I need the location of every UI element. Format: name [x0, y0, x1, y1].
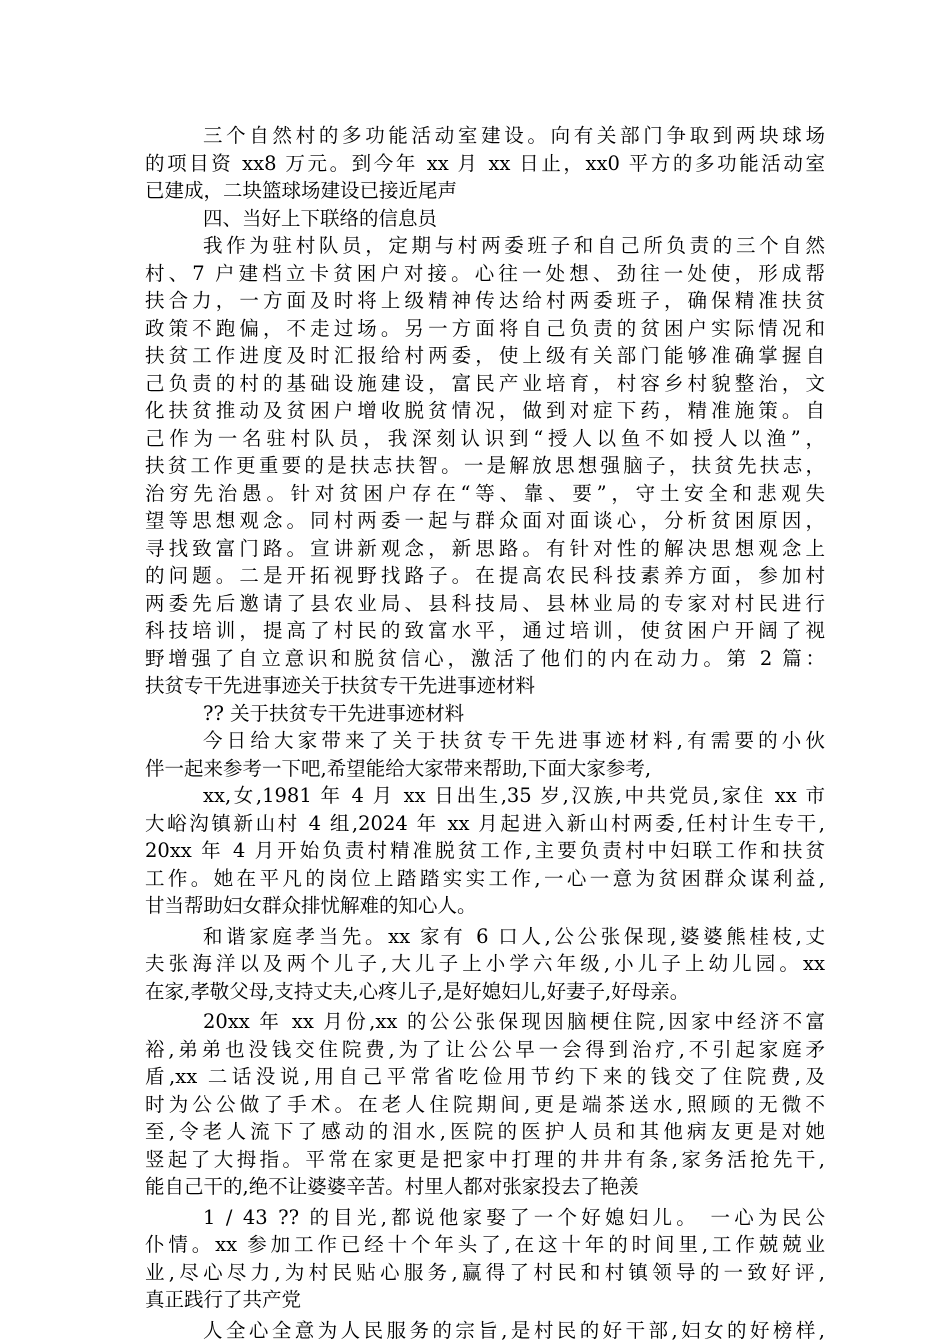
text-line: 三个自然村的多功能活动室建设。向有关部门争取到两块球场 — [203, 124, 825, 147]
text-line: 时为公公做了手术。在老人住院期间,更是端茶送水,照顾的无微不 — [145, 1092, 825, 1116]
text-line: 20xx 年 xx 月份,xx 的公公张保现因脑梗住院,因家中经济不富 — [203, 1010, 825, 1033]
text-line: 1 / 43 ?? 的目光,都说他家娶了一个好媳妇儿。 一心为民公 — [203, 1205, 825, 1229]
text-line: 野增强了自立意识和脱贫信心，激活了他们的内在动力。第 2 篇： — [145, 646, 825, 670]
text-line: 政策不跑偏，不走过场。另一方面将自己负责的贫困户实际情况和 — [145, 316, 825, 340]
text-line: 甘当帮助妇女群众排忧解难的知心人。 — [145, 894, 477, 917]
text-line: 己负责的村的基础设施建设，富民产业培育，村容乡村貌整治，文 — [145, 371, 825, 395]
text-line: 真正践行了共产党 — [145, 1288, 302, 1311]
text-line: 能自己干的,绝不让婆婆辛苦。村里人都对张家投去了艳羡 — [145, 1175, 639, 1198]
text-line: 化扶贫推动及贫困户增收脱贫情况，做到对症下药，精准施策。自 — [145, 399, 825, 422]
text-line: 今日给大家带来了关于扶贫专干先进事迹材料,有需要的小伙 — [203, 729, 825, 752]
text-line: xx,女,1981 年 4 月 xx 日出生,35 岁,汉族,中共党员,家住 xx 市 — [203, 784, 825, 807]
text-line: 寻找致富门路。宣讲新观念，新思路。有针对性的解决思想观念上 — [145, 536, 825, 560]
text-line: 至,令老人流下了感动的泪水,医院的医护人员和其他病友更是对她 — [145, 1120, 825, 1143]
text-line: 己作为一名驻村队员，我深刻认识到“授人以鱼不如授人以渔”， — [145, 426, 825, 450]
text-line: 大峪沟镇新山村 4 组,2024 年 xx 月起进入新山村两委,任村计生专干, — [145, 811, 825, 835]
text-line: 的问题。二是开拓视野找路子。在提高农民科技素养方面，参加村 — [145, 564, 825, 587]
text-line: 治穷先治愚。针对贫困户存在“等、靠、要”，守土安全和悲观失 — [145, 481, 825, 505]
text-line: 扶合力，一方面及时将上级精神传达给村两委班子，确保精准扶贫 — [145, 289, 825, 312]
text-line: 科技培训，提高了村民的致富水平，通过培训，使贫困户开阔了视 — [145, 619, 825, 642]
text-line: 的项目资 xx8 万元。到今年 xx 月 xx 日止，xx0 平方的多功能活动室 — [145, 151, 825, 175]
text-line: 村、7 户建档立卡贫困户对接。心往一处想、劲往一处使，形成帮 — [145, 261, 825, 285]
text-line: 裕,弟弟也没钱交住院费,为了让公公早一会得到治疗,不引起家庭矛 — [145, 1037, 825, 1061]
text-line: ?? 关于扶贫专干先进事迹材料 — [203, 701, 465, 725]
text-line: 仆情。xx 参加工作已经十个年头了,在这十年的时间里,工作兢兢业 — [145, 1233, 825, 1256]
text-line: 扶贫工作更重要的是扶志扶智。一是解放思想强脑子，扶贫先扶志， — [145, 454, 825, 477]
text-line: 人全心全意为人民服务的宗旨,是村民的好干部,妇女的好榜样, — [203, 1318, 825, 1342]
text-line: 扶贫工作进度及时汇报给村两委，使上级有关部门能够准确掌握自 — [145, 344, 825, 367]
text-line: 两委先后邀请了县农业局、县科技局、县林业局的专家对村民进行 — [145, 591, 825, 615]
text-line: 伴一起来参考一下吧,希望能给大家带来帮助,下面大家参考, — [145, 756, 652, 780]
text-line: 四、当好上下联络的信息员 — [203, 206, 438, 230]
text-line: 和谐家庭孝当先。xx 家有 6 口人,公公张保现,婆婆熊桂枝,丈 — [203, 924, 825, 948]
text-line: 扶贫专干先进事迹关于扶贫专干先进事迹材料 — [145, 674, 536, 697]
text-line: 工作。她在平凡的岗位上踏踏实实工作,一心一意为贫困群众谋利益, — [145, 866, 825, 890]
text-line: 夫张海洋以及两个儿子,大儿子上小学六年级,小儿子上幼儿园。xx — [145, 952, 825, 975]
text-line: 已建成，二块篮球场建设已接近尾声 — [145, 179, 458, 202]
text-line: 望等思想观念。同村两委一起与群众面对面谈心，分析贫困原因， — [145, 509, 825, 532]
text-line: 在家,孝敬父母,支持丈夫,心疼儿子,是好媳妇儿,好妻子,好母亲。 — [145, 979, 690, 1003]
text-line: 盾,xx 二话没说,用自己平常省吃俭用节约下来的钱交了住院费,及 — [145, 1065, 825, 1088]
text-line: 20xx 年 4 月开始负责村精准脱贫工作,主要负责村中妇联工作和扶贫 — [145, 839, 825, 862]
text-line: 竖起了大拇指。平常在家更是把家中打理的井井有条,家务活抢先干, — [145, 1147, 825, 1171]
text-line: 业,尽心尽力,为村民贴心服务,赢得了村民和村镇领导的一致好评, — [145, 1260, 825, 1284]
text-line: 我作为驻村队员，定期与村两委班子和自己所负责的三个自然 — [203, 234, 825, 257]
document-body — [145, 122, 825, 1344]
